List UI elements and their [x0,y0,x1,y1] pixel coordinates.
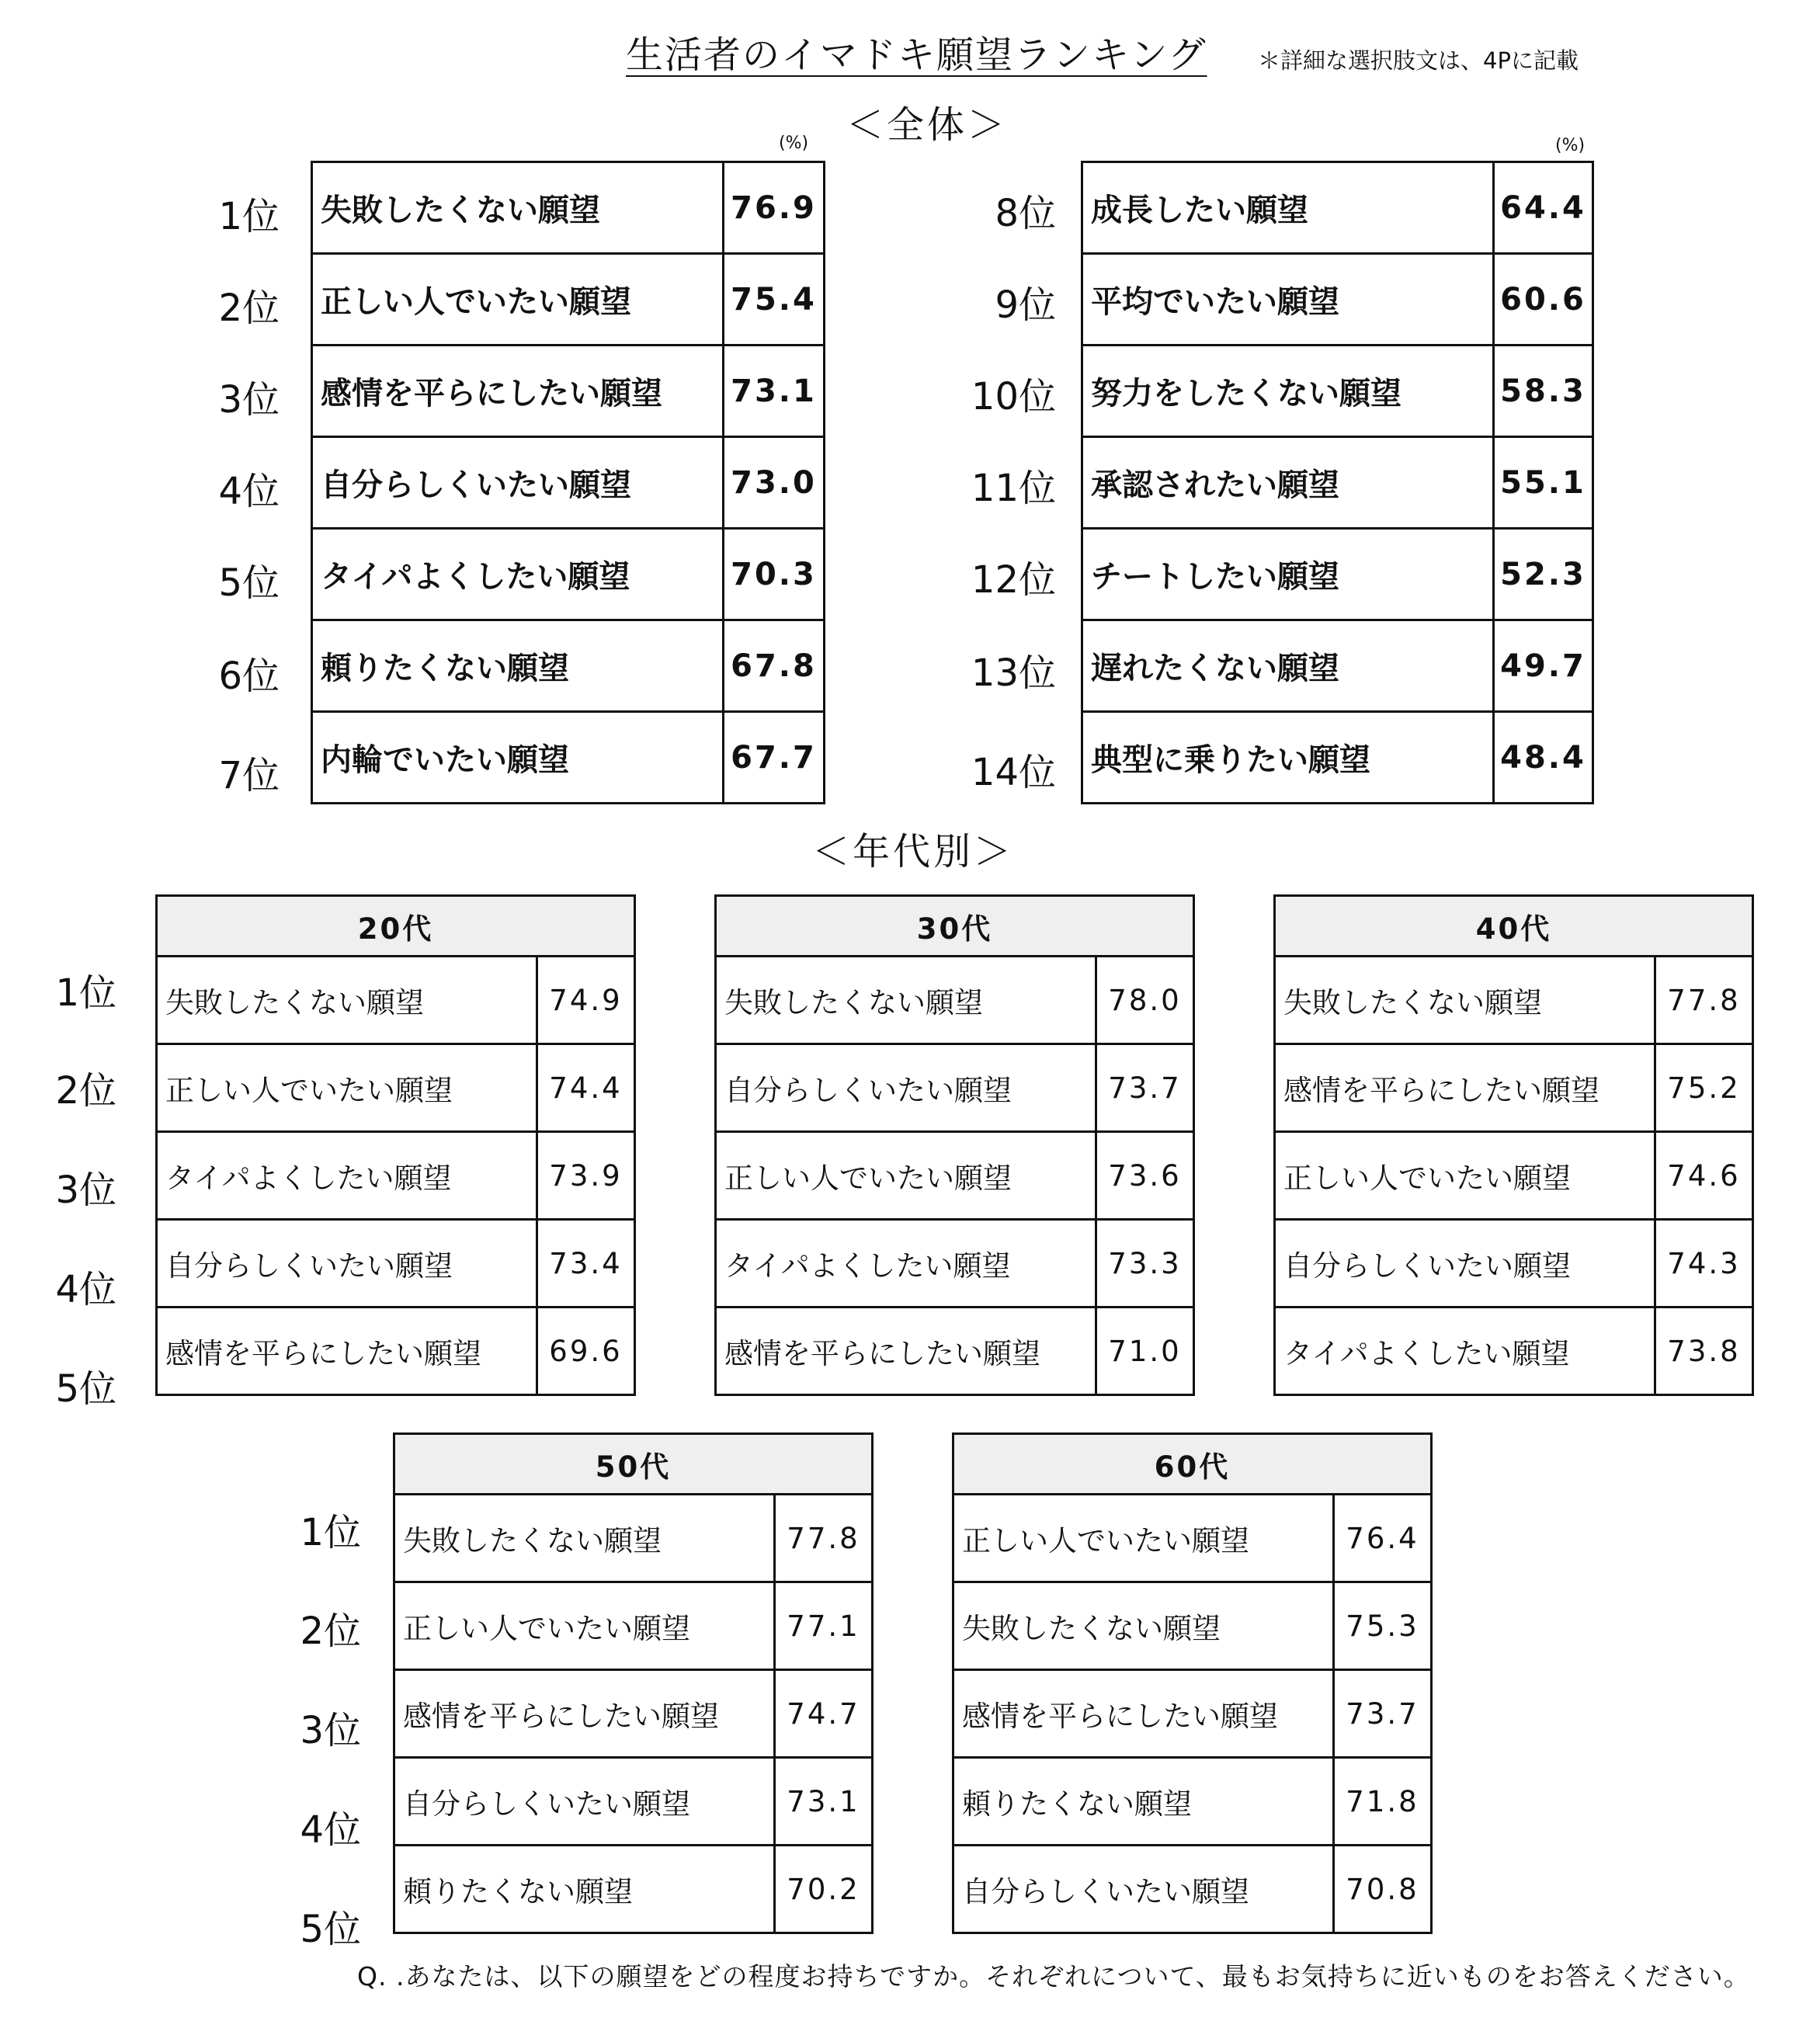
overall-rank-7: 7位 [218,754,280,797]
overall-item-label: 感情を平らにしたい願望 [312,346,724,437]
overall-item-value: 52.3 [1494,529,1593,620]
table-row [312,437,825,529]
overall-item-value: 70.3 [724,529,825,620]
age-item-value: 70.2 [775,1846,873,1933]
table-row [1082,712,1593,804]
overall-item-label: 遅れたくない願望 [1082,620,1494,712]
age-item-value: 75.3 [1334,1582,1432,1670]
overall-rank-2: 2位 [218,286,280,330]
table-row [157,1132,635,1220]
age-item-label: 頼りたくない願望 [394,1846,775,1933]
overall-item-label: チートしたい願望 [1082,529,1494,620]
age-item-value: 74.7 [775,1670,873,1758]
overall-item-value: 67.7 [724,712,825,804]
overall-rank-1: 1位 [218,195,280,238]
overall-item-label: 承認されたい願望 [1082,437,1494,529]
age-item-value: 73.8 [1655,1307,1753,1395]
table-row [312,620,825,712]
overall-item-label: 正しい人でいたい願望 [312,254,724,346]
age-row2-rank-4: 4位 [300,1808,361,1852]
age-item-value: 70.8 [1334,1846,1432,1933]
overall-item-value: 75.4 [724,254,825,346]
overall-item-label: 平均でいたい願望 [1082,254,1494,346]
section-age-label: ＜年代別＞ [812,830,1015,873]
age-group-header: 20代 [157,896,635,957]
table-row [1082,254,1593,346]
overall-rank-10: 10位 [971,375,1056,418]
overall-rank-9: 9位 [995,283,1056,327]
age-item-label: 自分らしくいたい願望 [157,1220,537,1307]
age-item-value: 74.9 [537,957,635,1044]
age-item-value: 77.1 [775,1582,873,1670]
age-row1-rank-4: 4位 [55,1268,116,1311]
age-item-value: 71.8 [1334,1758,1432,1846]
age-row1-rank-3: 3位 [55,1169,116,1212]
page-title: 生活者のイマドキ願望ランキング [626,33,1207,77]
age-group-header: 40代 [1275,896,1753,957]
age-item-label: 感情を平らにしたい願望 [1275,1044,1655,1132]
age-item-label: 感情を平らにしたい願望 [394,1670,775,1758]
table-row [1275,1220,1753,1307]
overall-item-label: 自分らしくいたい願望 [312,437,724,529]
age-item-label: タイパよくしたい願望 [716,1220,1096,1307]
age-item-label: 正しい人でいたい願望 [716,1132,1096,1220]
table-row [716,957,1194,1044]
overall-item-label: 努力をしたくない願望 [1082,346,1494,437]
age-item-label: 自分らしくいたい願望 [394,1758,775,1846]
table-row [1082,162,1593,254]
age-row1-rank-2: 2位 [55,1069,116,1113]
age-item-label: 感情を平らにしたい願望 [953,1670,1334,1758]
table-row [953,1846,1432,1933]
table-row [1275,1132,1753,1220]
overall-item-value: 58.3 [1494,346,1593,437]
age-table-30s [714,894,1195,1396]
age-item-value: 73.7 [1096,1044,1194,1132]
overall-item-label: タイパよくしたい願望 [312,529,724,620]
overall-item-value: 60.6 [1494,254,1593,346]
age-item-value: 74.4 [537,1044,635,1132]
age-item-value: 73.7 [1334,1670,1432,1758]
age-group-header: 60代 [953,1434,1432,1495]
age-item-label: タイパよくしたい願望 [157,1132,537,1220]
age-item-label: 正しい人でいたい願望 [953,1495,1334,1582]
overall-item-label: 内輪でいたい願望 [312,712,724,804]
table-row [394,1670,873,1758]
age-table-60s [952,1432,1433,1934]
overall-item-value: 55.1 [1494,437,1593,529]
table-row [953,1758,1432,1846]
overall-rank-14: 14位 [971,751,1056,794]
overall-rank-13: 13位 [971,651,1056,695]
age-item-label: 失敗したくない願望 [157,957,537,1044]
table-row [716,1132,1194,1220]
age-row1-rank-5: 5位 [55,1367,116,1411]
table-row [953,1670,1432,1758]
age-item-label: 失敗したくない願望 [1275,957,1655,1044]
age-item-value: 71.0 [1096,1307,1194,1395]
age-row2-rank-2: 2位 [300,1610,361,1653]
age-item-label: 正しい人でいたい願望 [157,1044,537,1132]
age-item-label: 頼りたくない願望 [953,1758,1334,1846]
section-overall-label: ＜全体＞ [846,103,1009,147]
table-row [394,1582,873,1670]
overall-rank-6: 6位 [218,655,280,698]
table-row [312,346,825,437]
age-item-label: 自分らしくいたい願望 [1275,1220,1655,1307]
table-row [953,1582,1432,1670]
age-item-label: 自分らしくいたい願望 [716,1044,1096,1132]
table-row [716,1044,1194,1132]
survey-question: Q. .あなたは、以下の願望をどの程度お持ちですか。それぞれについて、最もお気持ちに近いものをお答えください。 [357,1961,1750,1992]
table-row [157,1044,635,1132]
overall-item-value: 48.4 [1494,712,1593,804]
table-row [1275,1307,1753,1395]
overall-item-label: 成長したい願望 [1082,162,1494,254]
age-item-value: 78.0 [1096,957,1194,1044]
table-row [157,957,635,1044]
table-row [394,1846,873,1933]
age-item-label: 自分らしくいたい願望 [953,1846,1334,1933]
overall-table-left [311,161,825,804]
age-item-value: 73.4 [537,1220,635,1307]
age-row2-rank-1: 1位 [300,1511,361,1554]
age-item-value: 73.1 [775,1758,873,1846]
table-row [1275,1044,1753,1132]
overall-rank-12: 12位 [971,558,1056,602]
overall-item-label: 頼りたくない願望 [312,620,724,712]
age-group-header: 30代 [716,896,1194,957]
table-row [312,254,825,346]
table-row [157,1307,635,1395]
table-row [1082,529,1593,620]
overall-item-value: 49.7 [1494,620,1593,712]
age-item-value: 73.6 [1096,1132,1194,1220]
age-row2-rank-5: 5位 [300,1908,361,1951]
age-item-value: 77.8 [775,1495,873,1582]
overall-rank-4: 4位 [218,470,280,513]
age-item-label: 失敗したくない願望 [716,957,1096,1044]
age-item-value: 76.4 [1334,1495,1432,1582]
age-item-label: 失敗したくない願望 [953,1582,1334,1670]
age-row2-rank-3: 3位 [300,1709,361,1752]
age-group-header: 50代 [394,1434,873,1495]
age-item-value: 75.2 [1655,1044,1753,1132]
overall-rank-11: 11位 [971,467,1056,510]
age-item-label: 正しい人でいたい願望 [1275,1132,1655,1220]
overall-item-value: 73.0 [724,437,825,529]
age-item-value: 73.9 [537,1132,635,1220]
table-row [1082,437,1593,529]
table-row [394,1758,873,1846]
overall-item-label: 失敗したくない願望 [312,162,724,254]
table-row [157,1220,635,1307]
overall-rank-8: 8位 [995,192,1056,235]
age-table-50s [393,1432,874,1934]
overall-rank-3: 3位 [218,378,280,422]
age-item-label: 感情を平らにしたい願望 [157,1307,537,1395]
detail-note: ＊詳細な選択肢文は、4Pに記載 [1258,47,1579,74]
table-row [312,529,825,620]
age-item-label: 正しい人でいたい願望 [394,1582,775,1670]
table-row [1275,957,1753,1044]
age-item-value: 69.6 [537,1307,635,1395]
table-row [312,162,825,254]
age-row1-rank-1: 1位 [55,971,116,1015]
overall-item-value: 73.1 [724,346,825,437]
overall-rank-5: 5位 [218,561,280,605]
overall-item-value: 67.8 [724,620,825,712]
age-item-label: 感情を平らにしたい願望 [716,1307,1096,1395]
overall-table-right [1081,161,1594,804]
overall-item-label: 典型に乗りたい願望 [1082,712,1494,804]
age-item-value: 74.3 [1655,1220,1753,1307]
table-row [1082,620,1593,712]
age-table-40s [1273,894,1754,1396]
table-row [716,1220,1194,1307]
age-item-label: 失敗したくない願望 [394,1495,775,1582]
age-item-value: 77.8 [1655,957,1753,1044]
table-row [394,1495,873,1582]
age-table-20s [155,894,636,1396]
age-item-value: 73.3 [1096,1220,1194,1307]
table-row [312,712,825,804]
age-item-label: タイパよくしたい願望 [1275,1307,1655,1395]
unit-label-right: (%) [1555,136,1586,155]
age-item-value: 74.6 [1655,1132,1753,1220]
unit-label-left: (%) [779,134,809,153]
table-row [1082,346,1593,437]
overall-item-value: 76.9 [724,162,825,254]
table-row [716,1307,1194,1395]
overall-item-value: 64.4 [1494,162,1593,254]
table-row [953,1495,1432,1582]
